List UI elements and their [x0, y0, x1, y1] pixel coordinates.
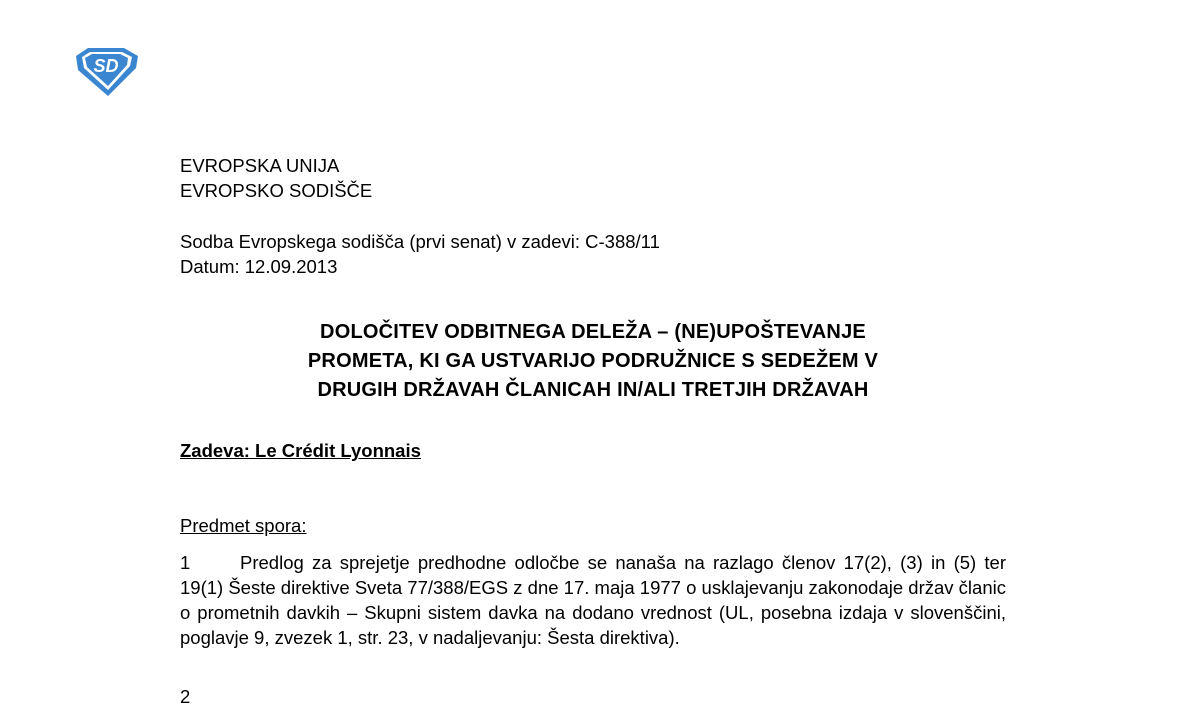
title-line-3: DRUGIH DRŽAVAH ČLANICAH IN/ALI TRETJIH DRŽAVAH [317, 379, 869, 401]
title-line-1: DOLOČITEV ODBITNEGA DELEŽA – (NE)UPOŠTEVANJE [320, 321, 866, 343]
judgment-reference: Sodba Evropskega sodišča (prvi senat) v zadevi: C-388/11 [180, 231, 660, 252]
case-subject: Zadeva: Le Crédit Lyonnais [180, 440, 421, 461]
case-info [180, 229, 660, 279]
document-header [180, 153, 372, 203]
paragraph-2 [180, 684, 240, 709]
header-line-court: EVROPSKO SODIŠČE [180, 180, 373, 201]
dispute-heading: Predmet spora: [180, 515, 307, 536]
paragraph-number: 2 [180, 686, 191, 707]
svg-text:SD: SD [93, 56, 119, 76]
title-line-2: PROMETA, KI GA USTVARIJO PODRUŽNICE S SEDEŽEM V [307, 350, 879, 372]
document-title [180, 318, 1006, 405]
header-line-eu: EVROPSKA UNIJA [180, 155, 340, 176]
paragraph-1 [180, 550, 1006, 650]
paragraph-text: Predlog za sprejetje predhodne odločbe se nanaša na razlago členov 17(2), (3) in (5) ter 19(1) Šeste direktive Sveta 77/388/EGS z dne 17. maja 1977 o usklajevanju zakonodaje držav članic o prometnih davkih – Skupni sistem davka na dodano vrednost (UL, posebna izdaja v slovenščini, poglavje 9, zvezek 1, str. 23, v nadaljevanju: Šesta direktiva). [180, 552, 1006, 648]
court-logo [72, 46, 140, 98]
judgment-date: Datum: 12.09.2013 [180, 256, 338, 277]
paragraph-number: 1 [180, 552, 191, 573]
